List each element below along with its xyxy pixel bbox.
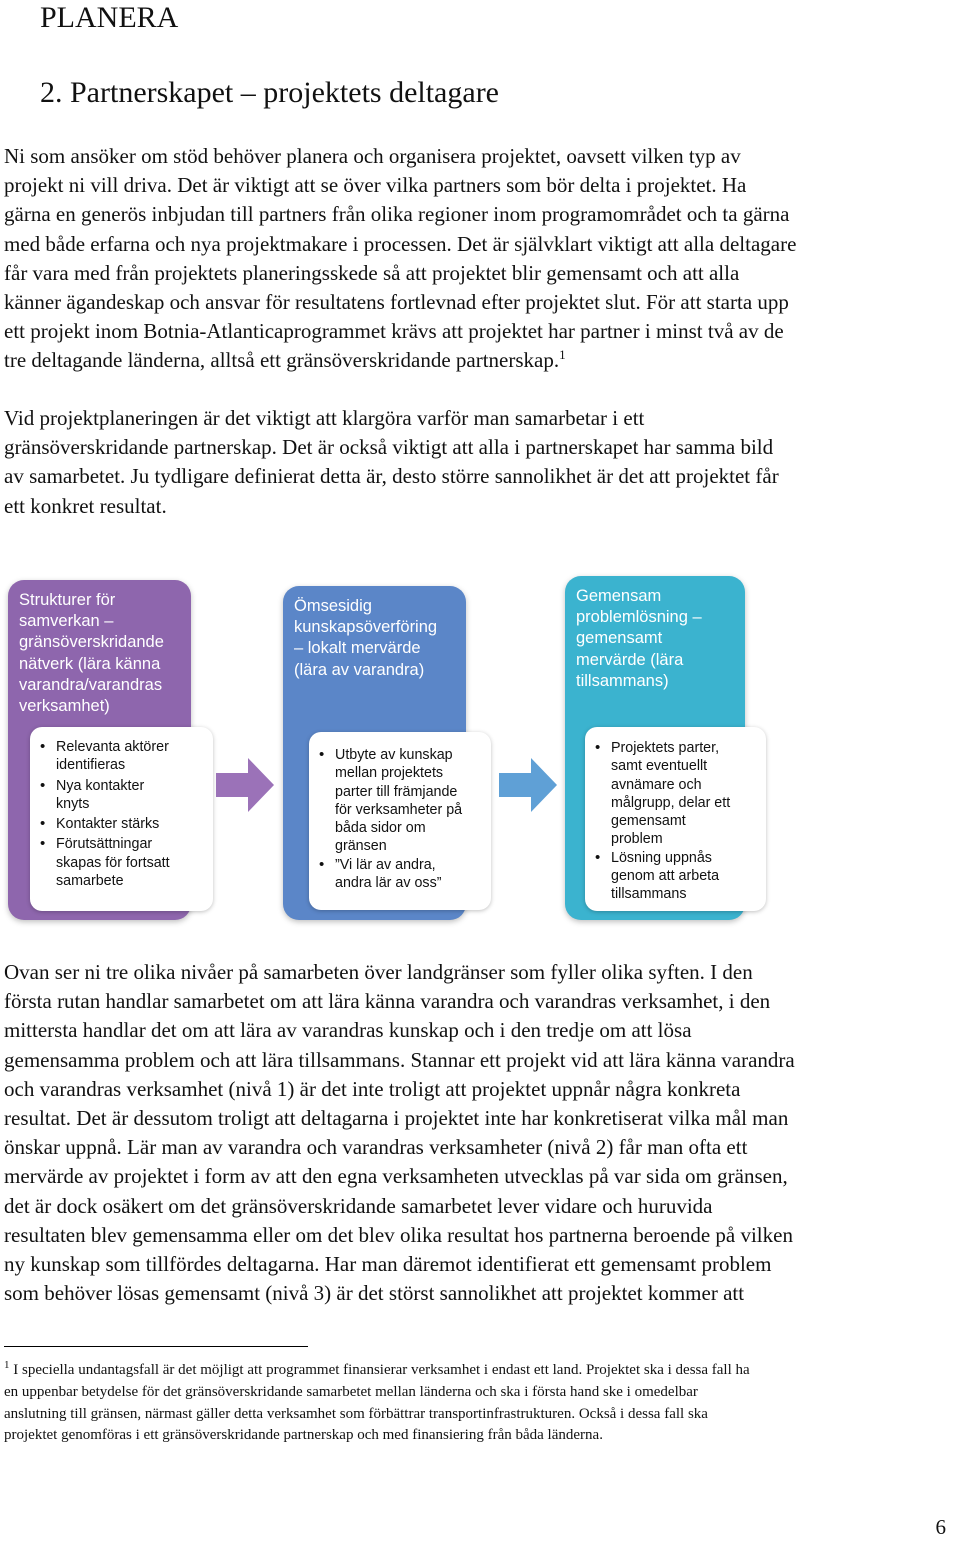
bullet-line: avnämare och [611,776,702,793]
bullet-line: • Projektets parter, [611,740,720,756]
text-line: Ni som ansöker om stöd behöver planera och organisera projektet, oavsett vilken typ av [4,144,741,168]
text-line: gärna en generös inbjudan till partners från olika regioner inom programområdet och ta gärna [4,202,790,227]
list-item [56,738,213,775]
text-line: får vara med från projektets planeringsskede så att projektet blir gemensamt och att alla [4,260,740,285]
bullet-line: skapas för fortsatt [56,854,170,871]
text-line-content: tre deltagande länderna, alltså ett gränsöverskridande partnerskap. [4,348,560,373]
list-item [611,739,766,849]
text-line: Vid projektplaneringen är det viktigt att klargöra varför man samarbetar i ett [4,406,645,430]
footnote-text: I speciella undantagsfall är det möjligt att programmet finansierar verksamhet i endast ett land. Projektet ska i dessa fall ha [13,1362,750,1378]
bullet-line: • Lösning uppnås [611,849,712,866]
text-line: Ovan ser ni tre olika nivåer på samarbeten över landgränser som fyller olika syften. I den [4,960,753,984]
page-number: 6 [935,1515,946,1539]
list-item [56,815,213,833]
level-3-details [585,727,766,911]
bullet-line: • Utbyte av kunskap [335,747,453,763]
page-heading: 2. Partnerskapet – projektets deltagare [40,76,499,109]
footnote-ref[interactable]: 1 [559,347,566,363]
footnote-line: anslutning till gränsen, närmast gäller detta verksamhet som förbättrar transportinfrastrukturen. Också i dessa fall ska [4,1405,708,1422]
footnote-marker: 1 [4,1359,10,1371]
footnote-line [4,1360,956,1382]
title-line: problemlösning – [576,608,702,627]
text-line: det är dock osäkert om det gränsöverskridande samarbetet lever vidare och huruvida [4,1193,713,1218]
text-line: gemensamma problem och att lära tillsammans. Stannar ett projekt vid att lära känna varandra [4,1047,795,1072]
title-line: (lära av varandra) [294,660,425,679]
bullet-line: • Kontakter stärks [56,816,160,833]
title-line: Strukturer för [19,591,116,609]
footnote [4,1360,956,1447]
text-line: önskar uppnå. Lär man av varandra och varandras verksamheter (nivå 2) får man ofta ett [4,1135,748,1160]
text-line: första rutan handlar samarbetet om att lära känna varandra och varandras verksamhet, i den [4,989,771,1014]
bullet-line: samt eventuellt [611,758,708,775]
level-1-title [19,590,183,717]
right-arrow-icon [499,758,557,812]
bullet-line: • ”Vi lär av andra, [335,856,436,873]
footnote-line: projektet genomföras i ett gränsöverskridande partnerskap och med finansiering från båda länderna. [4,1427,603,1444]
bullet-line: • Förutsättningar [56,836,153,853]
level-2-details [309,732,491,910]
text-line: gränsöverskridande partnerskap. Det är också viktigt att alla i partnerskapet har samma bild [4,435,774,460]
title-line: varandra/varandras [19,675,163,694]
text-line: av samarbetet. Ju tydligare definierat detta är, desto större sannolikhet är det att projektet får [4,464,779,489]
title-line: Ömsesidig [294,597,372,615]
title-line: gränsöverskridande [19,633,164,652]
text-line: ett konkret resultat. [4,493,167,518]
bullet-line: mellan projektets [335,765,444,782]
bullet-line: • Relevanta aktörer [56,739,169,755]
text-line: med både erfarna och nya projektmakare i processen. Det är självklart viktigt att alla deltagare [4,231,797,256]
section-label: PLANERA [40,1,179,34]
title-line: Gemensam [576,587,662,605]
paragraph-2 [4,404,956,521]
bullet-line: genom att arbeta [611,868,720,885]
title-line: – lokalt mervärde [294,639,421,658]
text-line: känner ägandeskap och ansvar för resultatens fortlevnad efter projektet slut. För att starta upp [4,290,789,315]
bullet-line: parter till främjande [335,783,458,800]
bullet-line: andra lär av oss” [335,875,442,892]
paragraph-3 [4,958,956,1308]
bullet-line: båda sidor om [335,820,426,837]
text-line: ett projekt inom Botnia-Atlanticaprogrammet krävs att projektet har partner i minst två av de [4,319,784,344]
level-3-title [576,586,737,692]
footnote-line: en uppenbar betydelse för det gränsöverskridande samarbetet mellan länderna och ska i första hand ske i omedelbar [4,1383,698,1400]
text-line: som behöver lösas gemensamt (nivå 3) är det störst sannolikhet att projektet kommer att [4,1281,745,1306]
bullet-line: • Nya kontakter [56,777,145,794]
text-line: ny kunskap som tillfördes deltagarna. Har man däremot identifierat ett gemensamt problem [4,1252,772,1277]
bullet-line: tillsammans [611,886,687,903]
title-line: gemensamt [576,629,663,648]
text-line: projekt ni vill driva. Det är viktigt att se över vilka partners som bör delta i projektet. Ha [4,173,747,198]
bullet-line: för verksamheter på [335,801,463,818]
bullet-line: målgrupp, delar ett [611,794,731,811]
bullet-line: identifieras [56,757,126,774]
right-arrow-icon [216,758,274,812]
bullet-line: gränsen [335,838,387,855]
text-line: och varandras verksamhet (nivå 1) är det inte troligt att projektet uppnår några konkreta [4,1076,741,1101]
text-line: resultaten blev gemensamma eller om det blev olika resultat hos partnerna beroende på vilken [4,1222,793,1247]
list-item [335,746,491,856]
level-1-details [30,727,213,911]
title-line: verksamhet) [19,697,110,716]
text-line: mervärde av projektet i form av att den egna verksamheten utvecklas på var sida om gränsen, [4,1164,788,1189]
bullet-line: samarbete [56,873,124,890]
title-line: tillsammans) [576,671,669,690]
list-item [56,777,213,814]
bullet-line: gemensamt [611,813,686,830]
text-line: mittersta handlar det om att lära av varandras kunskap och i den tredje om att lösa [4,1018,692,1043]
title-line: samverkan – [19,612,114,631]
list-item [611,849,766,904]
title-line: mervärde (lära [576,650,684,669]
footnote-divider [4,1346,308,1347]
bullet-line: problem [611,831,663,848]
title-line: kunskapsöverföring [294,618,438,637]
text-line: resultat. Det är dessutom troligt att deltagarna i projektet inte har konkretiserat vilka mål man [4,1106,789,1131]
title-line: nätverk (lära känna [19,654,161,673]
bullet-line: knyts [56,795,90,812]
paragraph-1 [4,142,956,376]
cooperation-levels-diagram [0,570,960,930]
list-item [335,856,491,893]
text-line [4,346,956,375]
list-item [56,835,213,890]
level-2-title [294,596,458,681]
